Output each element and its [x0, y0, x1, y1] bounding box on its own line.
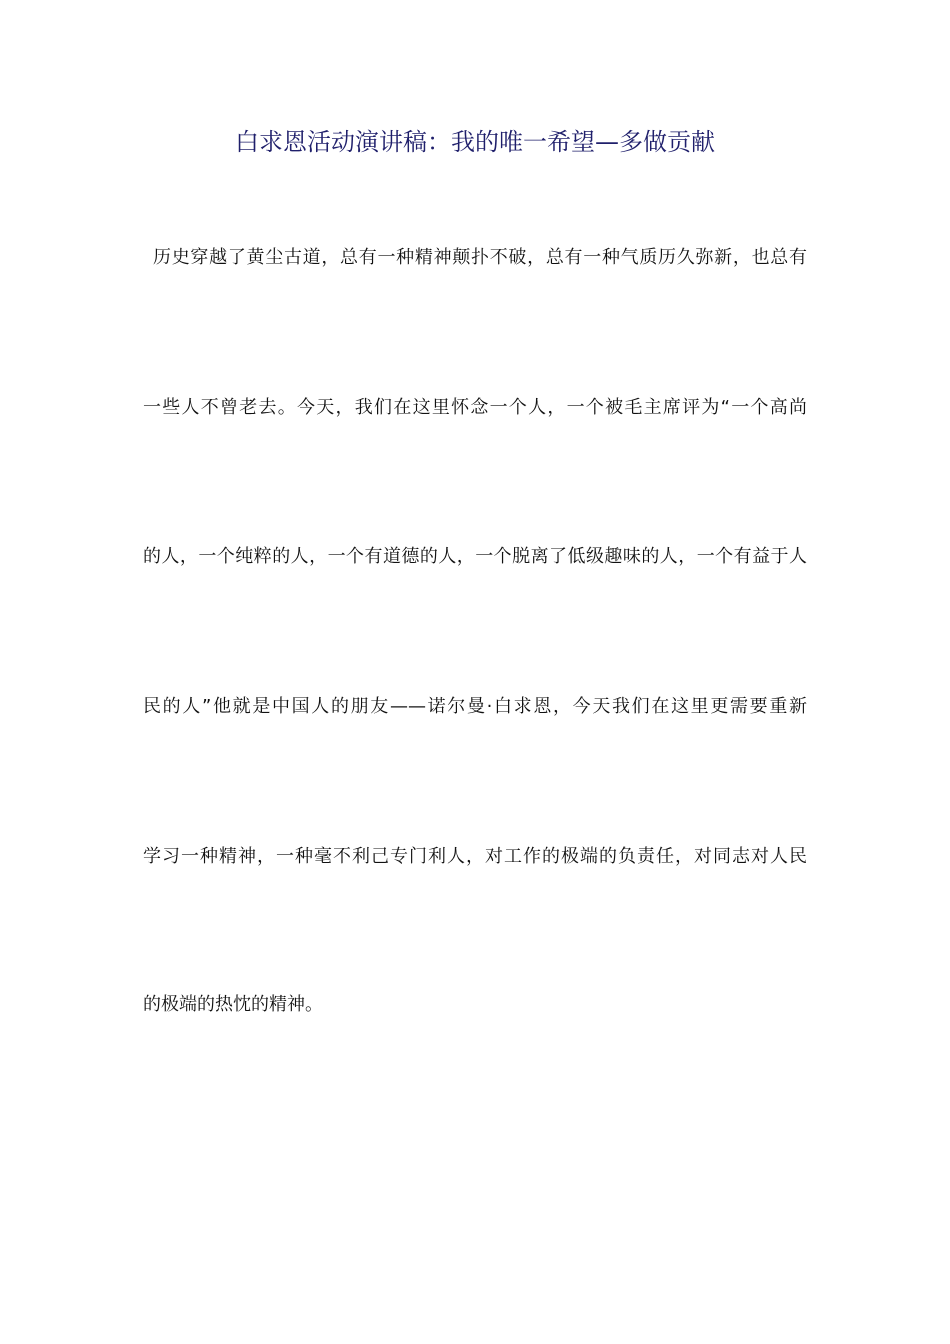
document-title: 白求恩活动演讲稿：我的唯一希望—多做贡献 [235, 128, 715, 156]
paragraph-line: 民的人”他就是中国人的朋友——诺尔曼·白求恩，今天我们在这里更需要重新 [143, 696, 807, 717]
paragraph-line: 的人，一个纯粹的人，一个有道德的人，一个脱离了低级趣味的人，一个有益于人 [143, 546, 807, 567]
paragraph-line: 学习一种精神，一种毫不利己专门利人，对工作的极端的负责任，对同志对人民 [143, 846, 807, 867]
paragraph-line: 一些人不曾老去。今天，我们在这里怀念一个人，一个被毛主席评为“一个高尚 [143, 397, 807, 418]
paragraph-line: 历史穿越了黄尘古道，总有一种精神颠扑不破，总有一种气质历久弥新，也总有 [153, 247, 807, 268]
paragraph-line: 的极端的热忱的精神。 [143, 994, 323, 1015]
